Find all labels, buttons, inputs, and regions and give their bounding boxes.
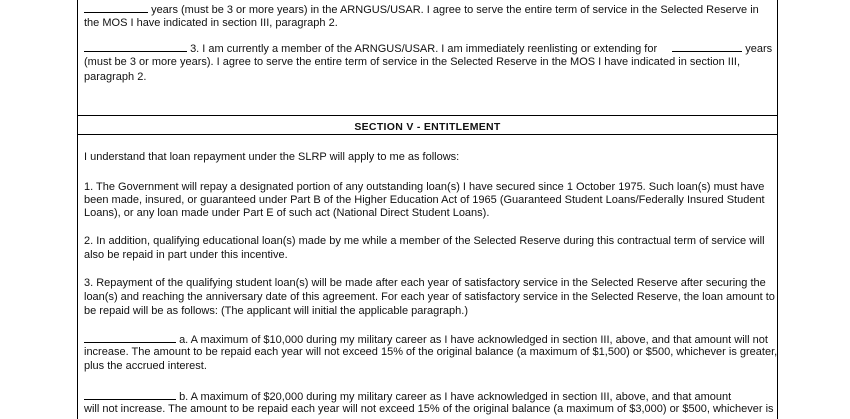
section5-heading: SECTION V - ENTITLEMENT (354, 121, 501, 133)
section-divider-top (77, 115, 778, 116)
reenlist-years-blank-field[interactable] (672, 41, 742, 52)
item1-line1: 1. The Government will repay a designated portion of any outstanding loan(s) I have secured since 1 October 1975. Such loan(s) must have (84, 181, 765, 193)
item3-line2: loan(s) and reaching the anniversary date of this agreement. For each year of satisfactory service in the Selected Reserve, the loan amount to (84, 291, 775, 303)
option-a-line3: plus the accrued interest. (84, 360, 207, 372)
item2-line2: also be repaid in part under this incentive. (84, 249, 288, 261)
section-divider-bottom (77, 134, 778, 135)
item1-line2: been made, insured, or guaranteed under Part B of the Higher Education Act of 1965 (Guaranteed Student Loans/Federally Insured Student (84, 194, 765, 206)
section4-p2-line2: (must be 3 or more years). I agree to serve the entire term of service in the Selected Reserve in the MOS I have indicated in section III, (84, 56, 741, 68)
section4-p1-line1: years (must be 3 or more years) in the ARNGUS/USAR. I agree to serve the entire term of service in the Selected Reserve in (84, 2, 759, 17)
section4-p2-line1: 3. I am currently a member of the ARNGUS/USAR. I am immediately reenlisting or extending for years (84, 41, 772, 56)
section4-p1-line2: the MOS I have indicated in section III, paragraph 2. (84, 17, 338, 29)
years-blank-field[interactable] (84, 2, 148, 13)
option-a-initials-field[interactable] (84, 332, 176, 343)
option-a-line2: increase. The amount to be repaid each year will not exceed 15% of the original balance (a maximum of $1,500) or $500, whichever is greater, (84, 346, 778, 358)
option-b-line2: will not increase. The amount to be repaid each year will not exceed 15% of the original balance (a maximum of $3,000) or $500, whichever is (84, 403, 774, 415)
option-b-initials-field[interactable] (84, 389, 176, 400)
option-a-line1: a. A maximum of $10,000 during my military career as I have acknowledged in section III, above, and that amount will not (84, 332, 768, 347)
section4-p2-line3: paragraph 2. (84, 71, 147, 83)
item1-line3: Loans), or any loan made under Part E of such act (National Direct Student Loans). (84, 207, 490, 219)
section5-intro: I understand that loan repayment under the SLRP will apply to me as follows: (84, 151, 460, 163)
item3-line1: 3. Repayment of the qualifying student loan(s) will be made after each year of satisfactory service in the Selected Reserve after securing the (84, 277, 766, 289)
item2-line1: 2. In addition, qualifying educational loan(s) made by me while a member of the Selected Reserve during this contractual term of service will (84, 235, 765, 247)
initials-blank-field[interactable] (84, 41, 187, 52)
item3-line3: be repaid will be as follows: (The applicant will initial the applicable paragraph.) (84, 305, 468, 317)
option-b-line1: b. A maximum of $20,000 during my military career as I have acknowledged in section III, above, and that amount (84, 389, 731, 404)
